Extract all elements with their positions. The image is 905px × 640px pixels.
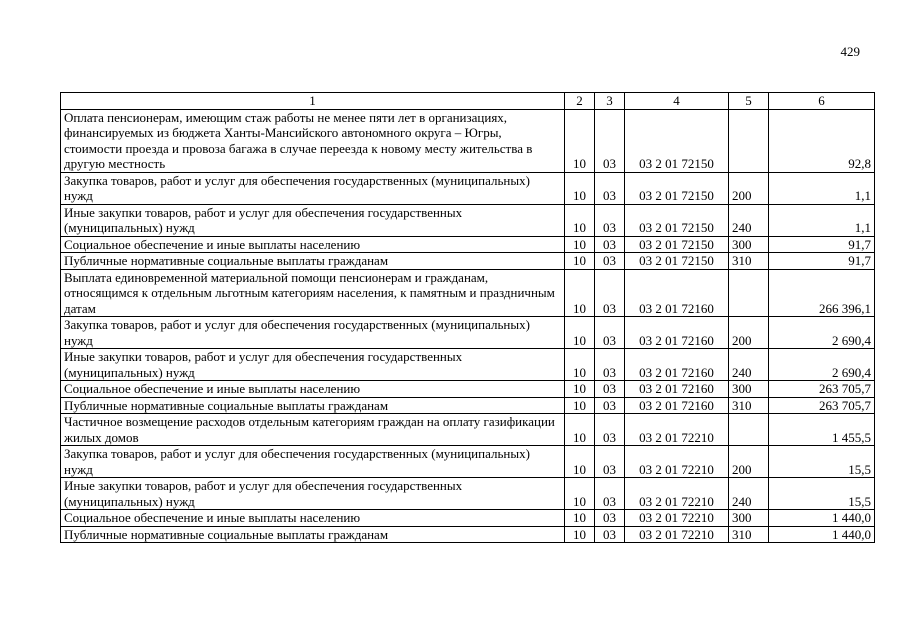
row-section-cell: 10 <box>565 236 595 253</box>
row-amount-cell: 263 705,7 <box>769 397 875 414</box>
header-row <box>61 93 875 110</box>
row-expense-type-cell: 200 <box>729 317 769 349</box>
row-amount-cell: 91,7 <box>769 253 875 270</box>
page-number: 429 <box>840 44 860 59</box>
row-amount-cell: 1 455,5 <box>769 414 875 446</box>
row-expense-type-cell: 300 <box>729 236 769 253</box>
row-subsection-cell: 03 <box>595 478 625 510</box>
row-amount-cell: 2 690,4 <box>769 317 875 349</box>
table-row <box>61 414 875 446</box>
row-expense-type-cell: 240 <box>729 478 769 510</box>
row-target-article-cell: 03 2 01 72160 <box>625 381 729 398</box>
table-header <box>61 93 875 110</box>
row-target-article-cell: 03 2 01 72150 <box>625 236 729 253</box>
table-body <box>61 109 875 543</box>
row-section-cell: 10 <box>565 397 595 414</box>
row-target-article-cell: 03 2 01 72160 <box>625 317 729 349</box>
row-expense-type-cell: 310 <box>729 526 769 543</box>
table-row <box>61 381 875 398</box>
row-amount-cell: 92,8 <box>769 109 875 172</box>
row-amount-cell: 91,7 <box>769 236 875 253</box>
row-target-article-cell: 03 2 01 72150 <box>625 204 729 236</box>
row-amount-cell: 15,5 <box>769 478 875 510</box>
row-expense-type-cell: 310 <box>729 253 769 270</box>
row-target-article-cell: 03 2 01 72210 <box>625 510 729 527</box>
row-subsection-cell: 03 <box>595 446 625 478</box>
row-section-cell: 10 <box>565 172 595 204</box>
row-subsection-cell: 03 <box>595 172 625 204</box>
header-col-3: 3 <box>595 93 625 110</box>
row-name-cell: Закупка товаров, работ и услуг для обеспечения государственных (муниципальных) нужд <box>61 172 565 204</box>
row-section-cell: 10 <box>565 349 595 381</box>
row-expense-type-cell: 240 <box>729 349 769 381</box>
row-expense-type-cell: 300 <box>729 510 769 527</box>
row-name-cell: Иные закупки товаров, работ и услуг для обеспечения государственных (муниципальных) нужд <box>61 478 565 510</box>
row-name-cell: Социальное обеспечение и иные выплаты населению <box>61 510 565 527</box>
row-name-cell: Публичные нормативные социальные выплаты гражданам <box>61 397 565 414</box>
row-target-article-cell: 03 2 01 72210 <box>625 414 729 446</box>
row-target-article-cell: 03 2 01 72150 <box>625 109 729 172</box>
row-section-cell: 10 <box>565 109 595 172</box>
row-section-cell: 10 <box>565 510 595 527</box>
row-subsection-cell: 03 <box>595 269 625 317</box>
row-target-article-cell: 03 2 01 72210 <box>625 446 729 478</box>
row-section-cell: 10 <box>565 381 595 398</box>
row-section-cell: 10 <box>565 204 595 236</box>
row-amount-cell: 263 705,7 <box>769 381 875 398</box>
row-expense-type-cell: 240 <box>729 204 769 236</box>
row-target-article-cell: 03 2 01 72160 <box>625 269 729 317</box>
row-target-article-cell: 03 2 01 72160 <box>625 349 729 381</box>
table-row <box>61 317 875 349</box>
row-name-cell: Публичные нормативные социальные выплаты гражданам <box>61 526 565 543</box>
table-row <box>61 478 875 510</box>
row-section-cell: 10 <box>565 446 595 478</box>
row-target-article-cell: 03 2 01 72150 <box>625 253 729 270</box>
row-subsection-cell: 03 <box>595 204 625 236</box>
row-name-cell: Социальное обеспечение и иные выплаты населению <box>61 381 565 398</box>
row-expense-type-cell: 200 <box>729 446 769 478</box>
header-col-5: 5 <box>729 93 769 110</box>
row-subsection-cell: 03 <box>595 381 625 398</box>
table-row <box>61 510 875 527</box>
table-row <box>61 109 875 172</box>
row-section-cell: 10 <box>565 414 595 446</box>
row-section-cell: 10 <box>565 253 595 270</box>
row-target-article-cell: 03 2 01 72210 <box>625 526 729 543</box>
table-row <box>61 397 875 414</box>
header-col-1: 1 <box>61 93 565 110</box>
row-amount-cell: 266 396,1 <box>769 269 875 317</box>
row-name-cell: Закупка товаров, работ и услуг для обеспечения государственных (муниципальных) нужд <box>61 446 565 478</box>
row-expense-type-cell <box>729 414 769 446</box>
row-amount-cell: 1,1 <box>769 204 875 236</box>
table-row <box>61 269 875 317</box>
row-expense-type-cell: 310 <box>729 397 769 414</box>
row-expense-type-cell: 200 <box>729 172 769 204</box>
row-name-cell: Выплата единовременной материальной помощи пенсионерам и гражданам, относящимся к отдельным льготным категориям населения, к памятным и праздничным датам <box>61 269 565 317</box>
row-amount-cell: 1 440,0 <box>769 526 875 543</box>
row-section-cell: 10 <box>565 317 595 349</box>
table-row <box>61 236 875 253</box>
row-subsection-cell: 03 <box>595 236 625 253</box>
row-subsection-cell: 03 <box>595 397 625 414</box>
header-col-2: 2 <box>565 93 595 110</box>
row-name-cell: Иные закупки товаров, работ и услуг для обеспечения государственных (муниципальных) нужд <box>61 349 565 381</box>
row-name-cell: Публичные нормативные социальные выплаты гражданам <box>61 253 565 270</box>
row-target-article-cell: 03 2 01 72210 <box>625 478 729 510</box>
row-amount-cell: 15,5 <box>769 446 875 478</box>
row-target-article-cell: 03 2 01 72160 <box>625 397 729 414</box>
row-name-cell: Закупка товаров, работ и услуг для обеспечения государственных (муниципальных) нужд <box>61 317 565 349</box>
row-subsection-cell: 03 <box>595 526 625 543</box>
row-expense-type-cell <box>729 269 769 317</box>
row-amount-cell: 1 440,0 <box>769 510 875 527</box>
table-row <box>61 172 875 204</box>
row-name-cell: Социальное обеспечение и иные выплаты населению <box>61 236 565 253</box>
table-row <box>61 526 875 543</box>
row-section-cell: 10 <box>565 526 595 543</box>
row-name-cell: Частичное возмещение расходов отдельным категориям граждан на оплату газификации жилых домов <box>61 414 565 446</box>
budget-table <box>60 92 875 543</box>
table-row <box>61 253 875 270</box>
row-subsection-cell: 03 <box>595 317 625 349</box>
header-col-4: 4 <box>625 93 729 110</box>
row-subsection-cell: 03 <box>595 109 625 172</box>
table-row <box>61 349 875 381</box>
row-target-article-cell: 03 2 01 72150 <box>625 172 729 204</box>
row-subsection-cell: 03 <box>595 253 625 270</box>
row-expense-type-cell: 300 <box>729 381 769 398</box>
row-name-cell: Иные закупки товаров, работ и услуг для обеспечения государственных (муниципальных) нужд <box>61 204 565 236</box>
row-section-cell: 10 <box>565 478 595 510</box>
row-subsection-cell: 03 <box>595 349 625 381</box>
row-name-cell: Оплата пенсионерам, имеющим стаж работы не менее пяти лет в организациях, финансируемых из бюджета Ханты-Мансийского автономного округа – Югры, стоимости проезда и провоза багажа в случае переезда к новому месту жительства в другую местность <box>61 109 565 172</box>
row-subsection-cell: 03 <box>595 414 625 446</box>
row-amount-cell: 2 690,4 <box>769 349 875 381</box>
row-section-cell: 10 <box>565 269 595 317</box>
header-col-6: 6 <box>769 93 875 110</box>
row-expense-type-cell <box>729 109 769 172</box>
row-subsection-cell: 03 <box>595 510 625 527</box>
table-row <box>61 446 875 478</box>
table-row <box>61 204 875 236</box>
row-amount-cell: 1,1 <box>769 172 875 204</box>
